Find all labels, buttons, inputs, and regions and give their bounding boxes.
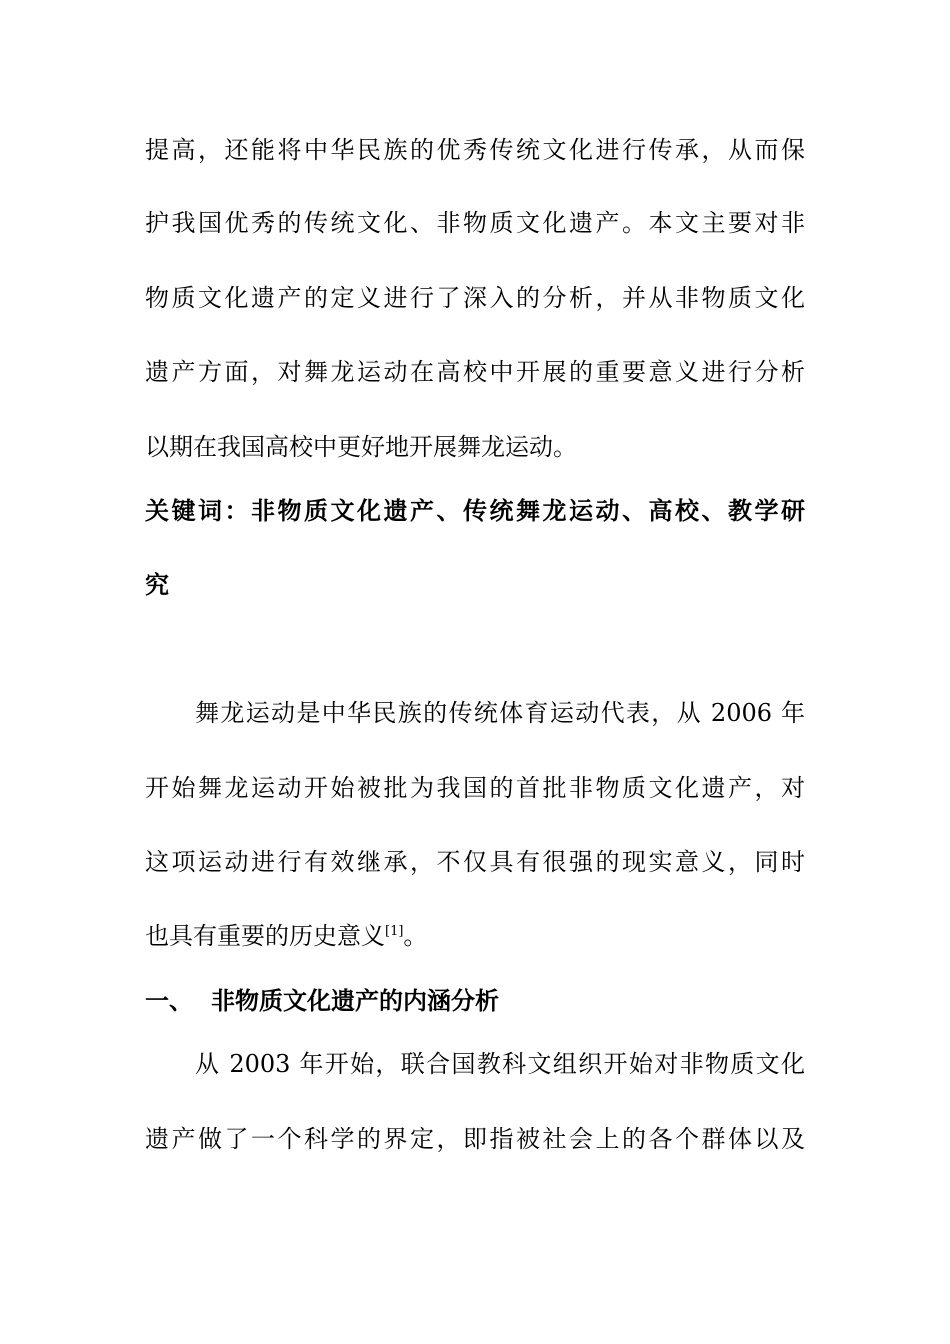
abstract-line-4: 遗产方面，对舞龙运动在高校中开展的重要意义进行分析 <box>145 358 805 386</box>
abstract-line-1: 提高，还能将中华民族的优秀传统文化进行传承，从而保 <box>145 136 805 164</box>
keywords-line-2: 究 <box>145 570 169 599</box>
abstract-line-3: 物质文化遗产的定义进行了深入的分析，并从非物质文化 <box>145 284 805 312</box>
section-body-line-2: 遗产做了一个科学的界定，即指被社会上的各个群体以及 <box>145 1125 805 1153</box>
section-title: 非物质文化遗产的内涵分析 <box>211 986 499 1015</box>
citation-ref: [1] <box>385 924 404 939</box>
abstract-line-2: 护我国优秀的传统文化、非物质文化遗产。本文主要对非 <box>145 209 805 237</box>
section-body-line-1: 从 2003 年开始，联合国教科文组织开始对非物质文化 <box>195 1050 805 1078</box>
keywords-line-1: 关键词：非物质文化遗产、传统舞龙运动、高校、教学研 <box>145 496 805 525</box>
intro-line-1: 舞龙运动是中华民族的传统体育运动代表，从 2006 年 <box>195 699 805 727</box>
section-number: 一、 <box>145 986 193 1015</box>
section-heading <box>145 985 805 1017</box>
intro-line-4-text: 也具有重要的历史意义 <box>145 922 385 950</box>
intro-line-3: 这项运动进行有效继承，不仅具有很强的现实意义，同时 <box>145 848 805 876</box>
intro-line-4-end: 。 <box>403 922 428 950</box>
intro-line-4 <box>145 920 805 952</box>
intro-line-2: 开始舞龙运动开始被批为我国的首批非物质文化遗产，对 <box>145 774 805 802</box>
abstract-line-5: 以期在我国高校中更好地开展舞龙运动。 <box>145 433 577 461</box>
